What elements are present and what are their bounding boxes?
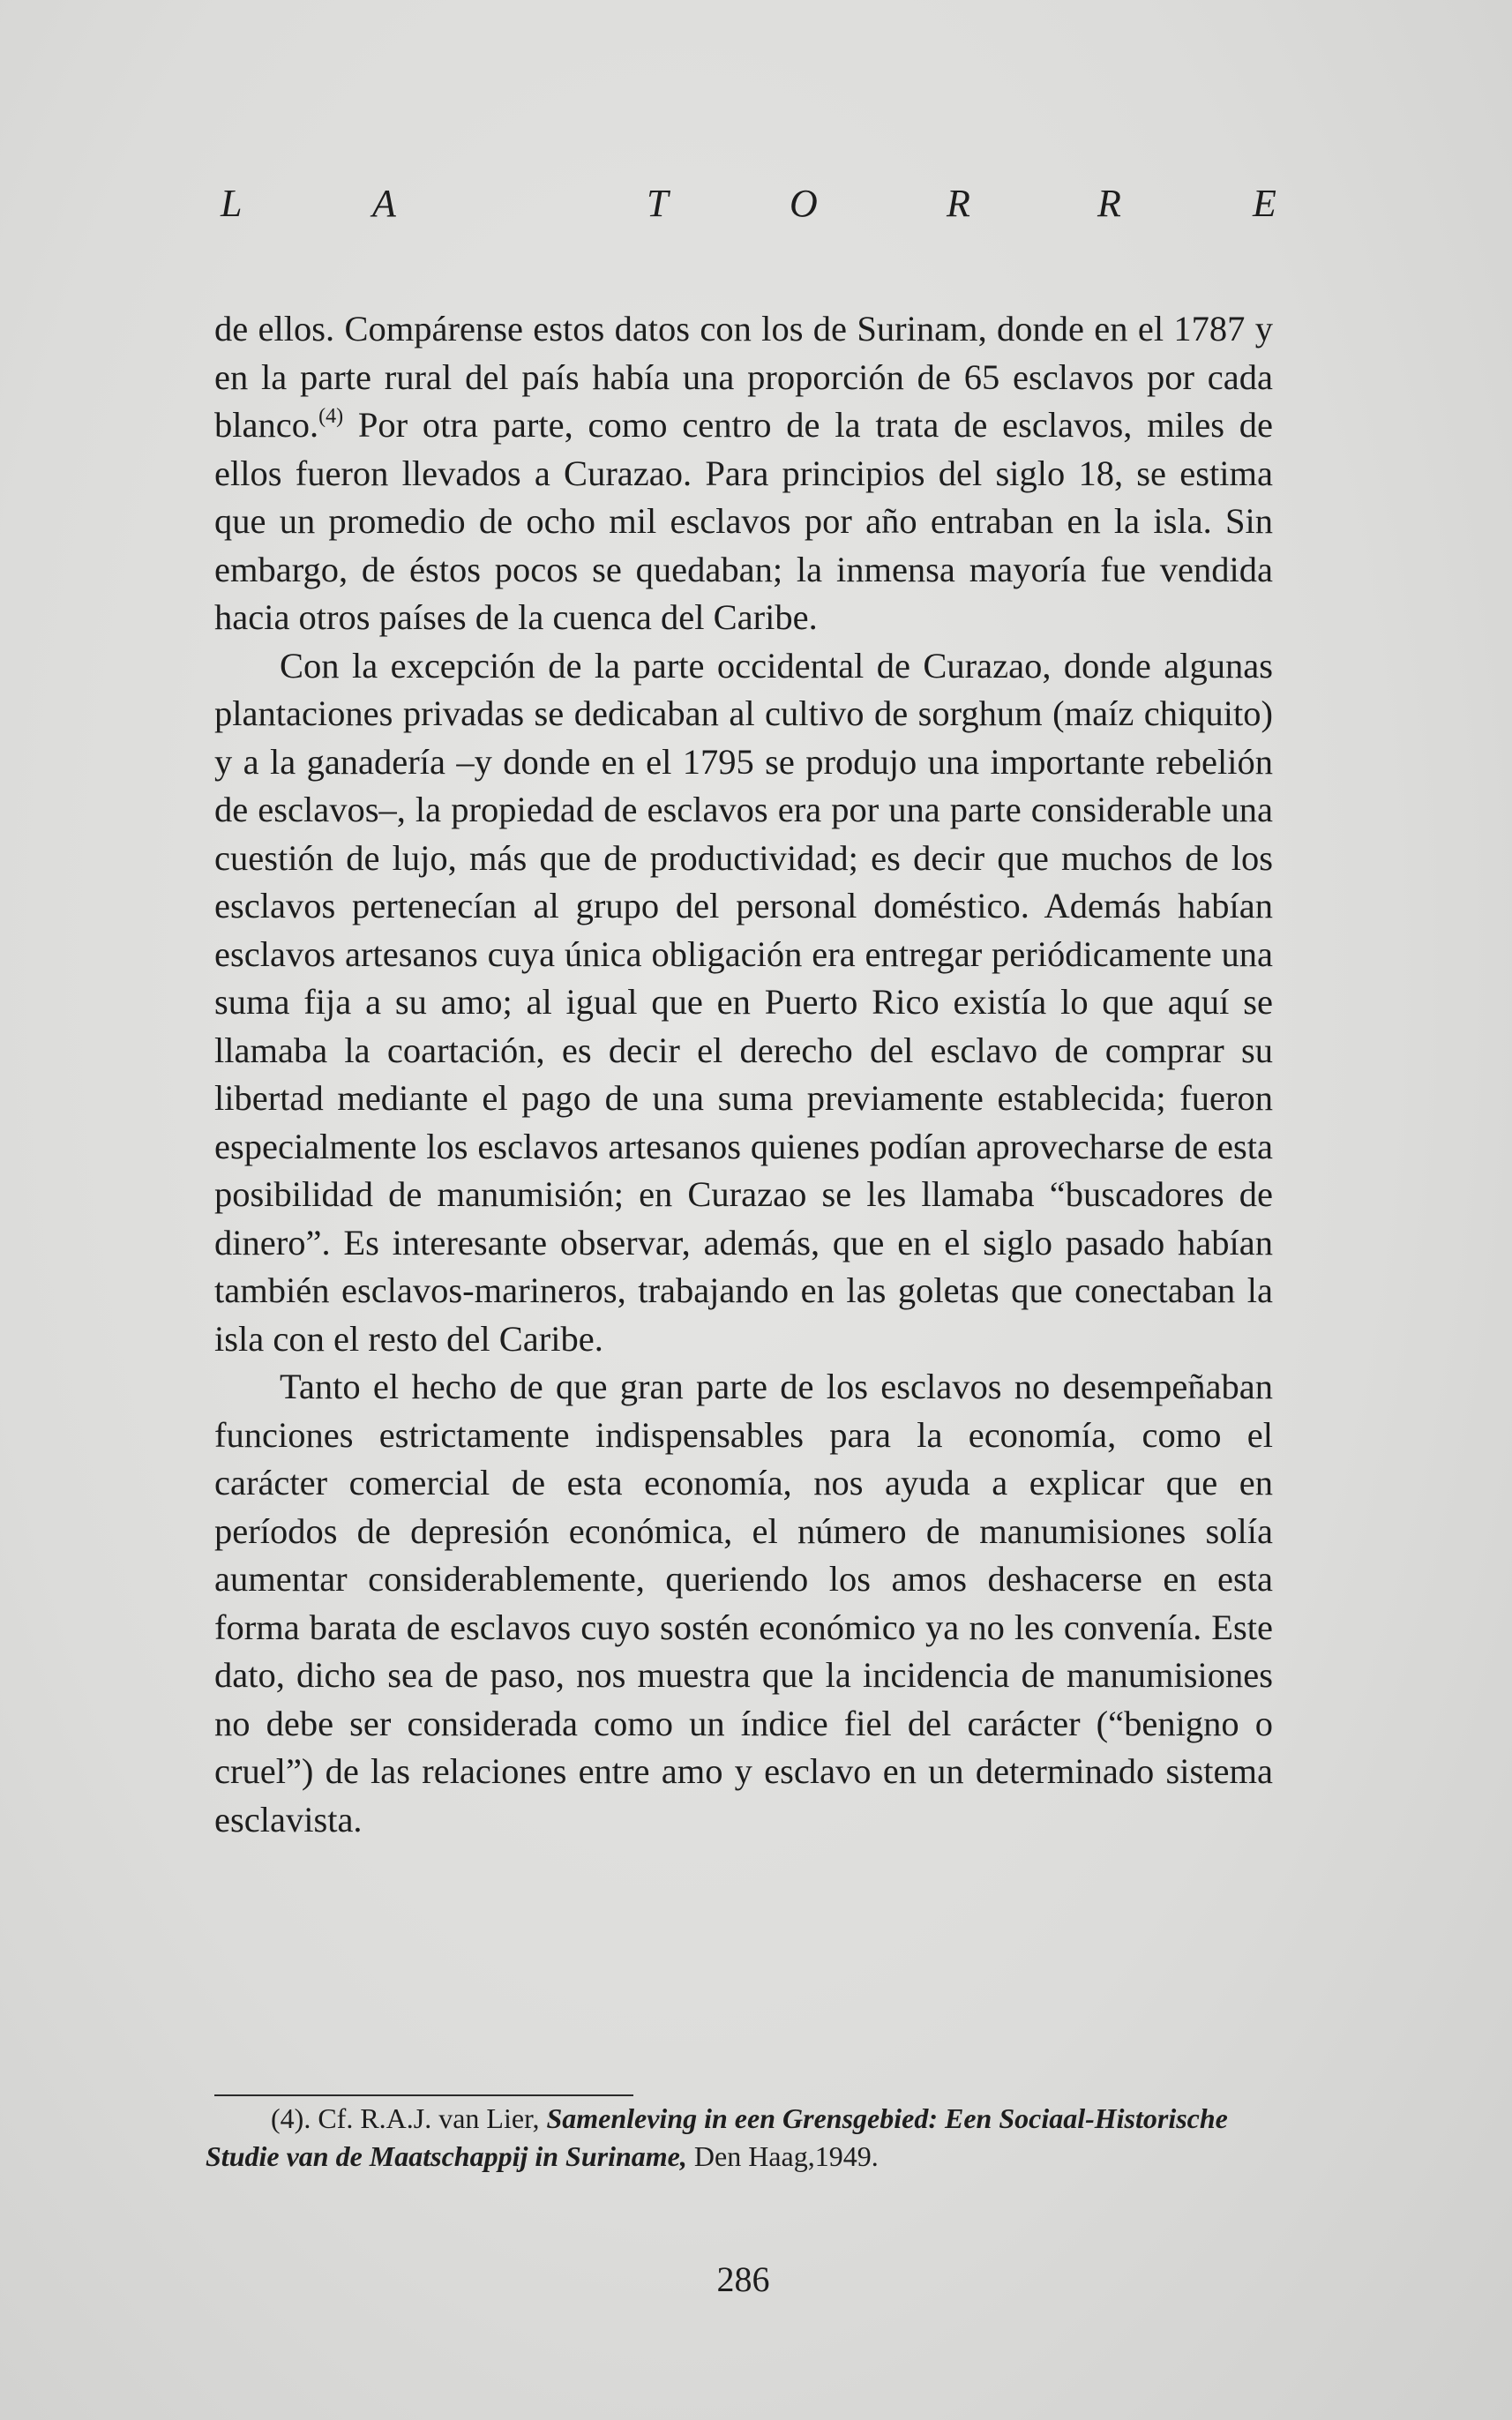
footnote-number: (4). [271,2102,311,2134]
paragraph-text: de ellos. Compárense estos datos con los de Surinam, donde en el 1787 y en la parte rural del país había una proporción de 65 esclavos por cada blanco. [214,309,1273,445]
paragraph [214,305,1273,642]
footnote-prefix: Cf. R.A.J. van Lier, [311,2102,547,2134]
footnote [206,2100,1299,2176]
header-letter: O [790,182,819,225]
footnote-divider [214,2094,633,2096]
header-letter: R [1097,182,1122,225]
paragraph: Con la excepción de la parte occidental de Curazao, donde algunas plantaciones privadas se dedicaban al cultivo de sorghum (maíz chiquito) y a la ganadería –y donde en el 1795 se produjo una importante rebelión de esclavos–, la propiedad de esclavos era por una parte considerable una cuestión de lujo, más que de productividad; es decir que muchos de los esclavos pertenecían al grupo del personal doméstico. Además habían esclavos artesanos cuya única obligación era entregar periódicamente una suma fija a su amo; al igual que en Puerto Rico existía lo que aquí se llamaba la coartación, es decir el derecho del esclavo de comprar su libertad mediante el pago de una suma previamente establecida; fueron especialmente los esclavos artesanos quienes podían aprovecharse de esta posibilidad de manumisión; en Curazao se les llamaba “buscadores de dinero”. Es interesante observar, además, que en el siglo pasado habían también esclavos-marineros, trabajando en las goletas que conectaban la isla con el resto del Caribe. [214,645,1273,1359]
running-header [221,181,1292,234]
footnote-year: 1949. [814,2140,879,2172]
page-number: 286 [716,2259,770,2299]
footnote-title: Samenleving in een Grensgebied: Een Sociaal-Historische Studie van de Maatschappij in Suriname, [206,2102,1228,2172]
header-letter: L [221,182,243,225]
header-letter: T [647,182,670,225]
footnote-publisher: Den Haag, [686,2140,815,2172]
header-letter: A [372,182,397,225]
header-letter: E [1253,182,1277,225]
footnote-reference: (4) [318,405,344,428]
paragraph: Tanto el hecho de que gran parte de los esclavos no desempeñaban funciones estrictamente indispensables para la economía, como el carácter comercial de esta economía, nos ayuda a explicar que en períodos de depresión económica, el número de manumisiones solía aumentar considerablemente, queriendo los amos deshacerse en esta forma barata de esclavos cuyo sostén económico ya no les convenía. Este dato, dicho sea de paso, nos muestra que la incidencia de manumisiones no debe ser considerada como un índice fiel del carácter (“benigno o cruel”) de las relaciones entre amo y esclavo en un determinado sistema esclavista. [214,1367,1273,1839]
header-letter: R [947,182,971,225]
paragraph-text: Por otra parte, como centro de la trata de esclavos, miles de ellos fueron llevados a Curazao. Para principios del siglo 18, se estima que un promedio de ocho mil esclavos por año entraban en la isla. Sin embargo, de éstos pocos se quedaban; la inmensa mayoría fue vendida hacia otros países de la cuenca del Caribe. [214,405,1273,637]
body-text [214,305,1273,1844]
